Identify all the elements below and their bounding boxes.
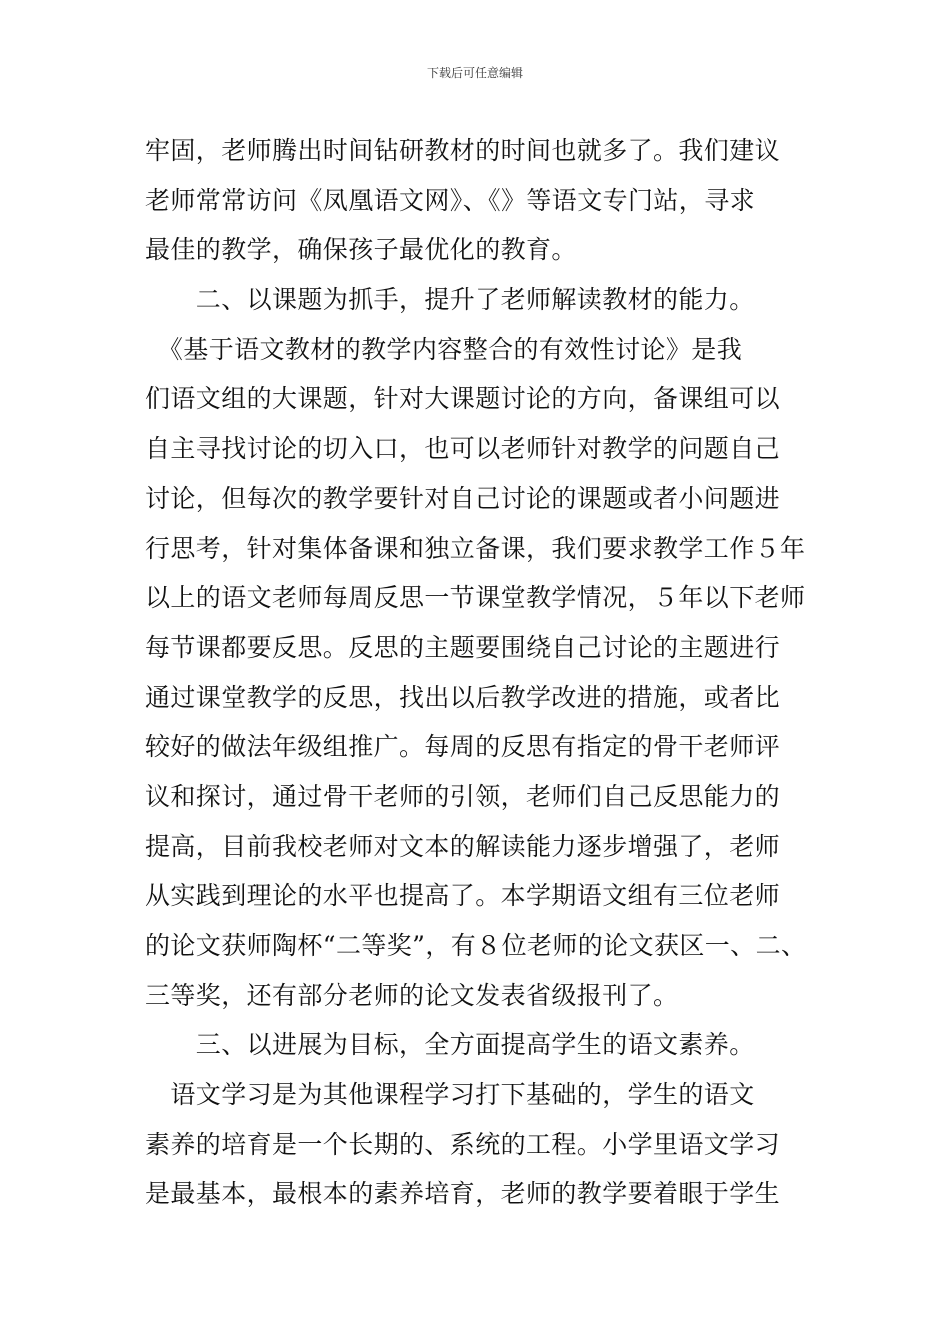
- text-line: 的论文获师陶杯“二等奖”，有８位老师的论文获区一、二、: [145, 931, 807, 960]
- text-line: 讨论，但每次的教学要针对自己讨论的课题或者小问题进: [145, 483, 781, 513]
- text-line: 是最基本，最根本的素养培育，老师的教学要着眼于学生: [145, 1179, 781, 1209]
- text-line: 以上的语文老师每周反思一节课堂教学情况，５年以下老师: [145, 583, 806, 613]
- text-line: 们语文组的大课题，针对大课题讨论的方向，备课组可以: [145, 384, 781, 414]
- document-body: [145, 126, 845, 1219]
- text-line: 较好的做法年级组推广。每周的反思有指定的骨干老师评: [145, 732, 781, 762]
- text-line: 素养的培育是一个长期的、系统的工程。小学里语文学习: [145, 1129, 781, 1159]
- text-line: 《基于语文教材的教学内容整合的有效性讨论》是我: [145, 334, 743, 364]
- text-line: 通过课堂教学的反思，找出以后教学改进的措施，或者比: [145, 682, 781, 712]
- text-line: 老师常常访问《凤凰语文网》、《》等语文专门站，寻求: [145, 185, 756, 215]
- text-line: 三等奖，还有部分老师的论文发表省级报刊了。: [145, 980, 679, 1010]
- text-line: 每节课都要反思。反思的主题要围绕自己讨论的主题进行: [145, 632, 781, 662]
- text-line: 议和探讨，通过骨干老师的引领，老师们自己反思能力的: [145, 781, 781, 811]
- text-line: 自主寻找讨论的切入口，也可以老师针对教学的问题自己: [145, 434, 781, 464]
- page-header-note: 下载后可任意编辑: [426, 66, 523, 80]
- section-heading: 二、以课题为抓手，提升了老师解读教材的能力。: [145, 285, 755, 315]
- section-heading: 三、以进展为目标，全方面提高学生的语文素养。: [145, 1030, 755, 1060]
- text-line: 提高，目前我校老师对文本的解读能力逐步增强了，老师: [145, 831, 781, 861]
- text-line: 语文学习是为其他课程学习打下基础的，学生的语文: [145, 1080, 755, 1110]
- text-line: 牢固，老师腾出时间钻研教材的时间也就多了。我们建议: [145, 136, 781, 165]
- text-line: 从实践到理论的水平也提高了。本学期语文组有三位老师: [145, 881, 781, 911]
- text-line: 最佳的教学，确保孩子最优化的教育。: [145, 235, 577, 265]
- text-line: 行思考，针对集体备课和独立备课，我们要求教学工作５年: [145, 533, 806, 563]
